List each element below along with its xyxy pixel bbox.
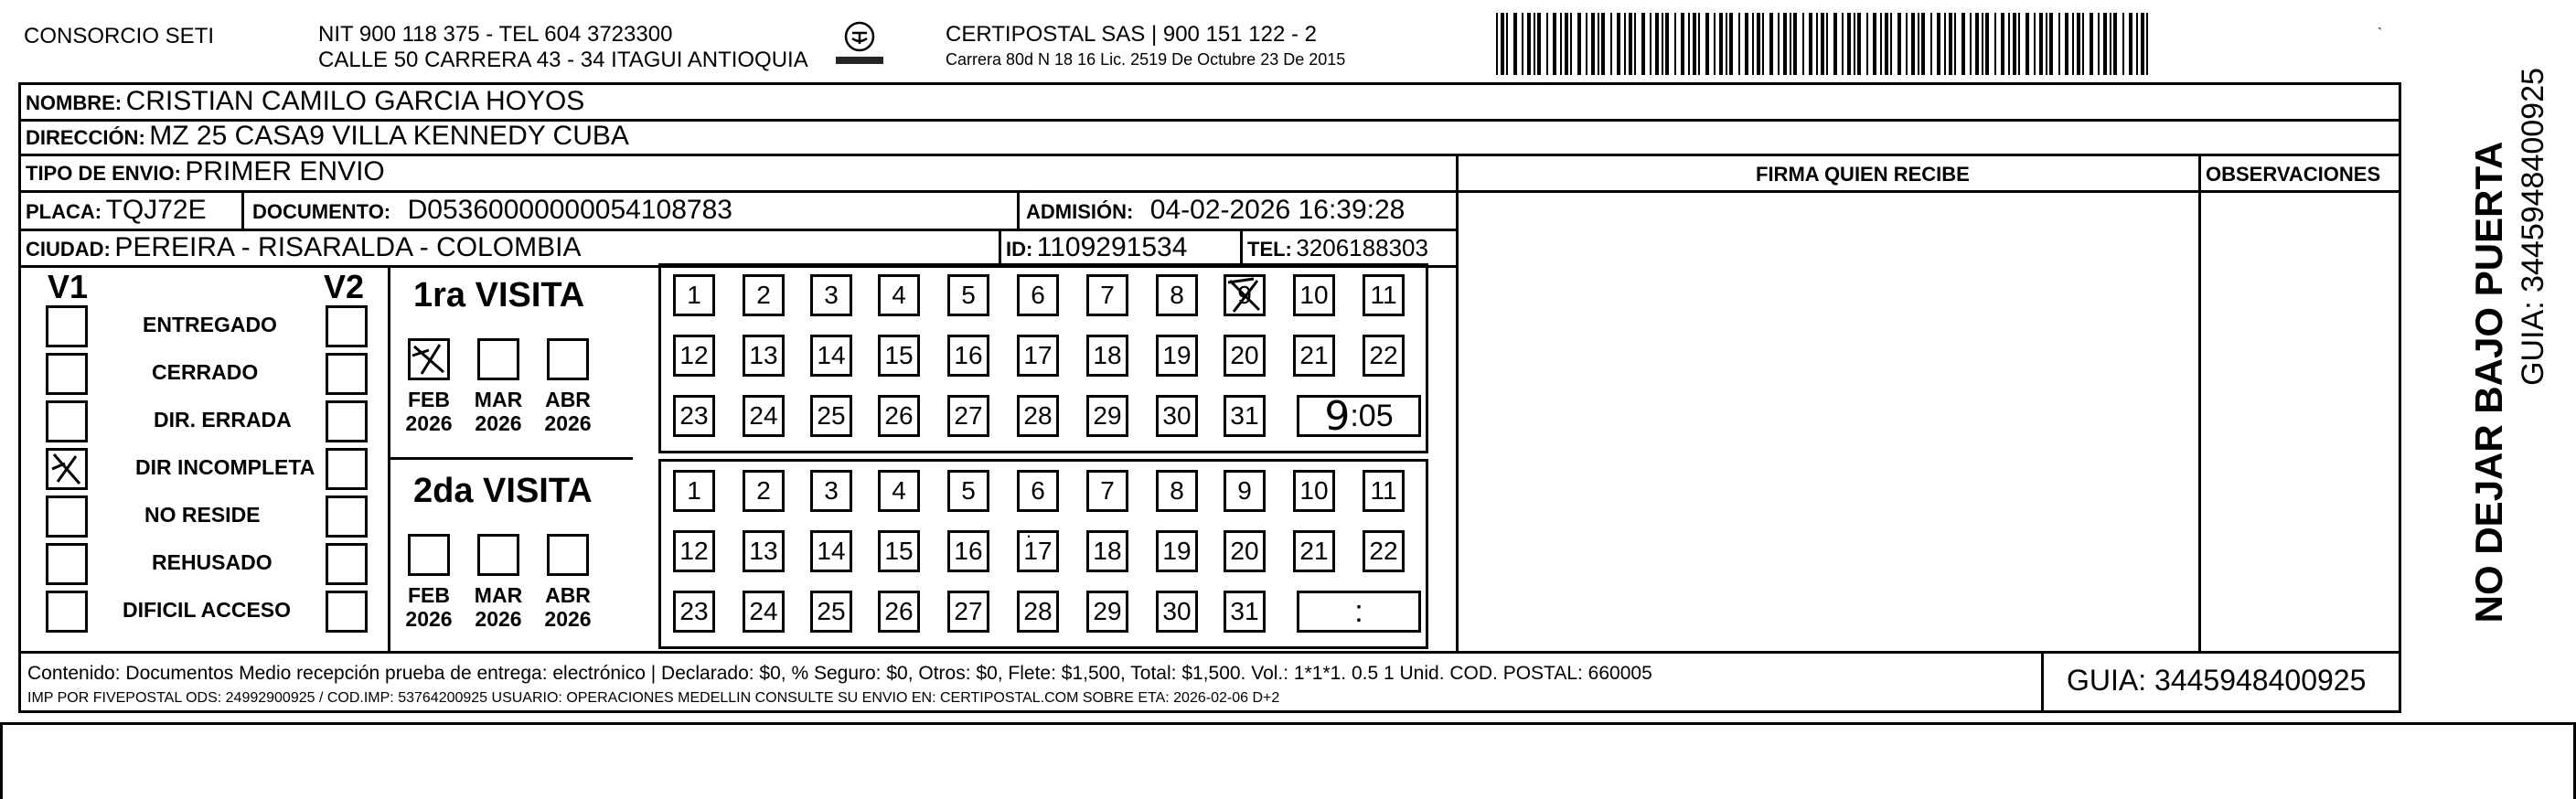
- ciudad-value: PEREIRA - RISARALDA - COLOMBIA: [114, 232, 582, 262]
- day-number: 22: [1369, 341, 1398, 369]
- day-box[interactable]: [1156, 591, 1198, 633]
- day-box[interactable]: [1363, 274, 1405, 316]
- day-number: 9: [1237, 476, 1252, 505]
- month-label: [397, 388, 461, 436]
- day-number: 6: [1031, 476, 1045, 505]
- day-number: 10: [1299, 476, 1329, 505]
- v2-checkbox[interactable]: [326, 543, 368, 585]
- placa-label: PLACA:: [26, 200, 102, 223]
- day-box[interactable]: [810, 591, 852, 633]
- check-mark-icon: [411, 341, 447, 378]
- day-box[interactable]: [673, 335, 715, 377]
- day-box[interactable]: [878, 395, 920, 437]
- day-box[interactable]: [947, 274, 989, 316]
- consortium-name: CONSORCIO SETI: [24, 24, 215, 48]
- direccion-value: MZ 25 CASA9 VILLA KENNEDY CUBA: [149, 121, 629, 151]
- day-box[interactable]: [1363, 335, 1405, 377]
- day-box[interactable]: [1224, 274, 1266, 316]
- v1-checkbox[interactable]: [46, 495, 88, 538]
- day-box[interactable]: [1224, 591, 1266, 633]
- day-box[interactable]: [1363, 530, 1405, 572]
- day-box[interactable]: [1156, 335, 1198, 377]
- day-number: 30: [1162, 401, 1192, 430]
- status-label: REHUSADO: [152, 550, 273, 574]
- tel-field: [1247, 236, 1428, 260]
- day-number: 21: [1299, 537, 1329, 565]
- day-box[interactable]: [743, 335, 785, 377]
- day-box[interactable]: [1017, 470, 1059, 512]
- tel-value: 3206188303: [1296, 234, 1428, 261]
- month-label: [466, 388, 530, 436]
- month-checkbox[interactable]: [408, 534, 450, 576]
- day-number: 22: [1369, 537, 1398, 565]
- day-box[interactable]: [1086, 274, 1128, 316]
- certipostal-logo-icon: [832, 20, 887, 73]
- day-number: 7: [1100, 476, 1115, 505]
- firma-header: FIRMA QUIEN RECIBE: [1756, 163, 1970, 186]
- day-box[interactable]: [878, 530, 920, 572]
- ciudad-field: [26, 234, 581, 261]
- day-number: 19: [1162, 341, 1192, 369]
- day-box[interactable]: [1224, 470, 1266, 512]
- status-label: DIR INCOMPLETA: [135, 455, 315, 479]
- day-box[interactable]: [1293, 530, 1335, 572]
- day-number: 23: [679, 401, 709, 430]
- day-box[interactable]: [1086, 591, 1128, 633]
- nit-line: NIT 900 118 375 - TEL 604 3723300: [318, 22, 673, 47]
- month-name: FEB: [408, 388, 450, 411]
- day-number: 3: [824, 281, 839, 309]
- day-box[interactable]: [810, 335, 852, 377]
- day-number: 30: [1162, 597, 1192, 625]
- v1-checkbox[interactable]: [46, 543, 88, 585]
- tel-label: TEL:: [1247, 238, 1292, 261]
- day-number: 5: [961, 476, 976, 505]
- certipostal-logo: [832, 20, 887, 73]
- license-line: Carrera 80d N 18 16 Lic. 2519 De Octubre 23 De 2015: [946, 50, 1346, 69]
- day-number: 3: [824, 476, 839, 505]
- check-mark-icon: [48, 451, 85, 487]
- month-checkbox[interactable]: [547, 534, 589, 576]
- day-box[interactable]: [1017, 591, 1059, 633]
- day-box[interactable]: [947, 470, 989, 512]
- month-year: 2026: [475, 411, 522, 436]
- day-box[interactable]: [1156, 274, 1198, 316]
- day-number: 25: [817, 401, 846, 430]
- footer-guia: GUIA: 3445948400925: [2067, 664, 2367, 697]
- day-number: 16: [954, 537, 983, 565]
- v2-checkbox[interactable]: [326, 400, 368, 442]
- day-box[interactable]: [743, 274, 785, 316]
- day-box[interactable]: [673, 470, 715, 512]
- day-box[interactable]: [1156, 395, 1198, 437]
- address-line: CALLE 50 CARRERA 43 - 34 ITAGUI ANTIOQUIA: [318, 48, 808, 72]
- day-number: 2: [756, 476, 771, 505]
- month-year: 2026: [405, 607, 453, 632]
- observaciones-header: OBSERVACIONES: [2206, 163, 2381, 186]
- visit-title: 1ra VISITA: [413, 276, 585, 314]
- admision-value: 04-02-2026 16:39:28: [1149, 195, 1406, 225]
- visit-title: 2da VISITA: [413, 472, 593, 510]
- month-year: 2026: [405, 411, 453, 436]
- v1-checkbox[interactable]: [46, 400, 88, 442]
- day-number: 12: [679, 341, 709, 369]
- time-hour: 9: [1324, 392, 1351, 440]
- day-box[interactable]: [947, 591, 989, 633]
- day-box[interactable]: [1224, 335, 1266, 377]
- day-number: 19: [1162, 537, 1192, 565]
- day-number: 9: [1237, 281, 1252, 309]
- month-label: [466, 583, 530, 632]
- month-checkbox[interactable]: [477, 534, 519, 576]
- day-box[interactable]: [810, 274, 852, 316]
- day-box[interactable]: [673, 395, 715, 437]
- time-minutes: :05: [1350, 398, 1394, 433]
- day-number: 23: [679, 597, 709, 625]
- documento-field: [252, 197, 732, 224]
- v2-checkbox[interactable]: [326, 305, 368, 347]
- day-box[interactable]: [1293, 470, 1335, 512]
- day-number: 27: [954, 597, 983, 625]
- day-number: 2: [756, 281, 771, 309]
- day-box[interactable]: [1017, 335, 1059, 377]
- admision-label: ADMISIÓN:: [1026, 200, 1134, 223]
- cross-mark-icon: [1226, 277, 1263, 320]
- day-number: 13: [749, 537, 778, 565]
- day-box[interactable]: [878, 470, 920, 512]
- no-dejar-bajo-puerta: NO DEJAR BAJO PUERTA: [2467, 141, 2510, 623]
- day-box[interactable]: [1293, 274, 1335, 316]
- time-box[interactable]: [1297, 591, 1421, 633]
- status-label: DIR. ERRADA: [154, 408, 292, 431]
- day-box[interactable]: [878, 591, 920, 633]
- day-box[interactable]: [743, 530, 785, 572]
- day-number: 8: [1170, 281, 1184, 309]
- day-number: 1: [687, 281, 701, 309]
- day-number: 18: [1093, 341, 1122, 369]
- month-label: [536, 388, 600, 436]
- day-number: 18: [1093, 537, 1122, 565]
- day-box[interactable]: [1017, 274, 1059, 316]
- corner-mark: `: [2378, 27, 2383, 42]
- day-box[interactable]: [743, 591, 785, 633]
- v1-label: V1: [48, 268, 89, 305]
- month-checkbox[interactable]: [477, 338, 519, 380]
- v1-checkbox[interactable]: [46, 448, 88, 490]
- month-name: MAR: [474, 583, 523, 607]
- day-number: 29: [1093, 597, 1122, 625]
- placa-field: [26, 197, 207, 224]
- stray-dot: .: [1026, 519, 1032, 542]
- status-label: DIFICIL ACCESO: [123, 598, 292, 622]
- v1-checkbox[interactable]: [46, 591, 88, 633]
- admision-field: [1026, 197, 1405, 224]
- page-bottom-border: [0, 722, 2576, 799]
- day-box[interactable]: [878, 335, 920, 377]
- day-box[interactable]: [1086, 395, 1128, 437]
- tipo-label: TIPO DE ENVIO:: [26, 162, 181, 185]
- status-label: CERRADO: [152, 360, 259, 384]
- day-number: 10: [1299, 281, 1329, 309]
- day-number: 27: [954, 401, 983, 430]
- month-name: ABR: [545, 583, 591, 607]
- id-value: 1109291534: [1036, 232, 1188, 262]
- day-number: 15: [884, 537, 914, 565]
- day-box[interactable]: [1086, 530, 1128, 572]
- documento-value: D05360000000054108783: [407, 195, 732, 225]
- certipostal-line: CERTIPOSTAL SAS | 900 151 122 - 2: [946, 22, 1317, 47]
- day-box[interactable]: [1363, 470, 1405, 512]
- barcode: [1496, 13, 2154, 75]
- day-box[interactable]: [947, 530, 989, 572]
- day-box[interactable]: [1017, 530, 1059, 572]
- month-label: [397, 583, 461, 632]
- day-box[interactable]: [673, 274, 715, 316]
- day-number: 4: [892, 476, 906, 505]
- month-year: 2026: [544, 411, 592, 436]
- day-number: 5: [961, 281, 976, 309]
- day-number: 24: [749, 401, 778, 430]
- day-box[interactable]: [1156, 470, 1198, 512]
- day-number: 29: [1093, 401, 1122, 430]
- day-box[interactable]: [743, 395, 785, 437]
- day-number: 12: [679, 537, 709, 565]
- month-label: [536, 583, 600, 632]
- day-number: 20: [1230, 537, 1259, 565]
- day-number: 15: [884, 341, 914, 369]
- day-box[interactable]: [1224, 530, 1266, 572]
- day-number: 26: [884, 401, 914, 430]
- v2-label: V2: [324, 268, 365, 305]
- day-number: 24: [749, 597, 778, 625]
- day-number: 14: [817, 537, 846, 565]
- nombre-row: [26, 88, 584, 115]
- contenido-text: Contenido: Documentos Medio recepción prueba de entrega: electrónico | Declarado: $0, % Seguro: $0, Otros: $0, Flete: $1,500, Total: $1,500. Vol.: 1*1*1. 0.5 1 Unid. COD. POSTAL: 660005: [27, 663, 1652, 684]
- time-box[interactable]: [1297, 392, 1421, 440]
- day-box[interactable]: [1086, 335, 1128, 377]
- day-number: 28: [1023, 401, 1053, 430]
- day-number: 7: [1100, 281, 1115, 309]
- v1-checkbox[interactable]: [46, 305, 88, 347]
- day-box[interactable]: [1086, 470, 1128, 512]
- day-box[interactable]: [1293, 335, 1335, 377]
- day-number: 31: [1230, 597, 1259, 625]
- v2-checkbox[interactable]: [326, 591, 368, 633]
- day-number: 26: [884, 597, 914, 625]
- day-number: 25: [817, 597, 846, 625]
- day-number: 8: [1170, 476, 1184, 505]
- documento-label: DOCUMENTO:: [252, 200, 391, 223]
- day-number: 13: [749, 341, 778, 369]
- day-box[interactable]: [673, 530, 715, 572]
- placa-value: TQJ72E: [105, 195, 207, 225]
- tipo-value: PRIMER ENVIO: [185, 156, 385, 186]
- day-number: 17: [1023, 341, 1053, 369]
- day-box[interactable]: [947, 395, 989, 437]
- day-number: 6: [1031, 281, 1045, 309]
- day-number: 21: [1299, 341, 1329, 369]
- day-box[interactable]: [743, 470, 785, 512]
- day-number: 4: [892, 281, 906, 309]
- day-number: 14: [817, 341, 846, 369]
- day-number: 11: [1370, 281, 1397, 309]
- status-label: ENTREGADO: [143, 313, 277, 336]
- direccion-label: DIRECCIÓN:: [26, 126, 145, 149]
- day-number: 1: [687, 476, 701, 505]
- day-number: 20: [1230, 341, 1259, 369]
- day-box[interactable]: [810, 530, 852, 572]
- id-field: [1006, 234, 1187, 261]
- ciudad-label: CIUDAD:: [26, 238, 111, 261]
- month-name: FEB: [408, 583, 450, 607]
- month-name: MAR: [474, 388, 523, 411]
- day-number: 16: [954, 341, 983, 369]
- imp-text: IMP POR FIVEPOSTAL ODS: 24992900925 / COD.IMP: 53764200925 USUARIO: OPERACIONES MEDELLIN CONSULTE SU ENVIO EN: CERTIPOSTAL.COM SOBRE ETA: 2026-02-06 D+2: [27, 690, 1280, 706]
- v2-checkbox[interactable]: [326, 495, 368, 538]
- day-number: 28: [1023, 597, 1053, 625]
- month-year: 2026: [544, 607, 592, 632]
- day-number: 17: [1023, 537, 1053, 565]
- pen-mark: -: [508, 711, 516, 734]
- month-name: ABR: [545, 388, 591, 411]
- v1-checkbox[interactable]: [46, 353, 88, 395]
- day-box[interactable]: [673, 591, 715, 633]
- v2-checkbox[interactable]: [326, 448, 368, 490]
- tipo-row: [26, 158, 385, 186]
- status-label: NO RESIDE: [144, 503, 261, 527]
- day-box[interactable]: [1017, 395, 1059, 437]
- day-number: 31: [1230, 401, 1259, 430]
- day-box[interactable]: [810, 470, 852, 512]
- day-box[interactable]: [947, 335, 989, 377]
- day-number: 11: [1370, 476, 1397, 505]
- day-box[interactable]: [1224, 395, 1266, 437]
- nombre-label: NOMBRE:: [26, 91, 123, 114]
- side-guia: GUIA: 3445948400925: [2516, 68, 2550, 386]
- day-box[interactable]: [878, 274, 920, 316]
- month-checkbox[interactable]: [547, 338, 589, 380]
- direccion-row: [26, 123, 629, 150]
- v2-checkbox[interactable]: [326, 353, 368, 395]
- nombre-value: CRISTIAN CAMILO GARCIA HOYOS: [125, 86, 585, 116]
- month-year: 2026: [475, 607, 522, 632]
- month-checkbox[interactable]: [408, 338, 450, 380]
- time-minutes: :: [1354, 593, 1363, 629]
- day-box[interactable]: [1156, 530, 1198, 572]
- day-box[interactable]: [810, 395, 852, 437]
- id-label: ID:: [1006, 238, 1033, 261]
